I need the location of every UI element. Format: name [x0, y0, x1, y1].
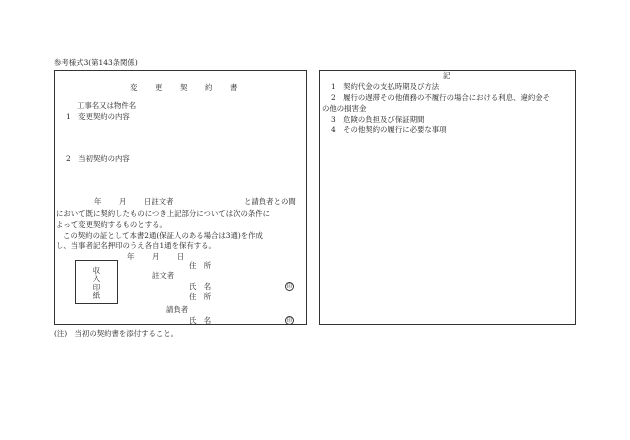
sign-month: 月	[152, 252, 160, 261]
contractor-title: 請負者	[166, 305, 189, 314]
revenue-stamp-box	[75, 260, 118, 304]
terms-heading: 記	[443, 71, 451, 80]
title-char: 契	[180, 83, 188, 92]
stamp-char: 入	[92, 274, 101, 283]
sign-year: 年	[127, 252, 135, 261]
body-date-year: 年	[94, 197, 102, 206]
body-line4: この契約の証として本書2通(保証人のある場合は3通)を作成	[63, 231, 263, 240]
sign-day: 日	[177, 252, 185, 261]
orderer-seal-mark: 印	[286, 284, 293, 290]
body-line3: よって変更契約するものとする。	[56, 220, 167, 229]
body-line2: において既に契約したものにつき上記部分については次の条件に	[56, 209, 271, 218]
orderer-name-label: 氏 名	[189, 282, 212, 291]
body-date-day: 日註文者	[144, 197, 174, 206]
project-name-label: 工事名又は物件名	[77, 101, 137, 110]
contractor-seal-mark: 印	[286, 318, 293, 324]
term-item: 4 その他契約の履行に必要な事項	[331, 125, 447, 134]
body-line1-tail: と請負者との間	[244, 197, 296, 206]
orderer-title: 註文者	[152, 271, 175, 280]
title-char: 変	[130, 83, 138, 92]
title-char: 約	[205, 83, 213, 92]
orderer-address-label: 住 所	[189, 261, 212, 270]
form-reference: 参考様式3(第143条関係)	[54, 58, 138, 67]
footnote: (注) 当初の契約書を添付すること。	[54, 329, 179, 338]
original-contract-content-label: 2 当初契約の内容	[66, 154, 130, 163]
stamp-char: 印	[92, 283, 101, 292]
term-item: 3 危険の負担及び保証期間	[331, 115, 425, 124]
term-item: 2 履行の遅滞その他債務の不履行の場合における利息、違約金そ	[331, 93, 551, 102]
term-item-continuation: の他の損害金	[322, 104, 367, 113]
title-char: 更	[155, 83, 163, 92]
changed-contract-content-label: 1 変更契約の内容	[66, 112, 130, 121]
stamp-char: 紙	[92, 291, 101, 300]
contractor-name-label: 氏 名	[189, 316, 212, 325]
body-date-month: 月	[119, 197, 127, 206]
title-char: 書	[230, 83, 238, 92]
body-line5: し、当事者記名押印のうえ各自1通を保有する。	[56, 241, 216, 250]
contractor-address-label: 住 所	[189, 292, 212, 301]
term-item: 1 契約代金の支払時期及び方法	[331, 82, 440, 91]
stamp-char: 収	[92, 266, 101, 275]
